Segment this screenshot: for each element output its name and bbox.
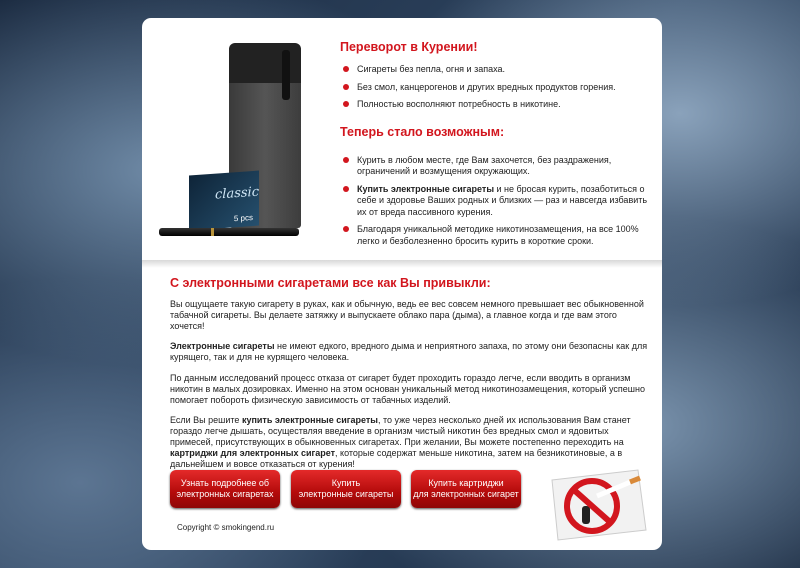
bold-text: Электронные сигареты	[170, 341, 275, 352]
button-label: Купить	[331, 478, 361, 488]
bold-text: купить электронные сигареты	[241, 415, 378, 426]
copyright: Copyright © smokingend.ru	[177, 523, 275, 532]
section1-title: Переворот в Курении!	[340, 40, 478, 54]
list-item	[340, 155, 655, 178]
text: Если Вы решите	[170, 415, 242, 426]
description-section	[170, 276, 650, 479]
paragraph: По данным исследований процесс отказа от сигарет будет проходить гораздо легче, если вводить в организм никотин в малых дозировках. Именно на этом основан уникальный метод никотинозамещения, который успешно помогает побороть физическую зависимость от табачных изделий.	[170, 372, 645, 405]
section1-list	[340, 64, 655, 111]
divider	[142, 260, 662, 268]
bold-text: картриджи для электронных сигарет	[170, 447, 336, 458]
section2-title: Теперь стало возможным:	[340, 124, 505, 139]
content-card	[142, 18, 662, 550]
paragraph	[170, 341, 650, 363]
no-smoking-icon	[542, 466, 650, 542]
text: , то уже через несколько дней их использования Вам станет гораздо легче дышать, осуществляя введение в организм чистый никотин без вредных смол и ядовитых примесей, присутствующих в обыкновенных сигаретах. При желании, Вы можете постепенно переходить на	[170, 415, 631, 447]
text: не имеют едкого, вредного дыма и неприятного запаха, по этому они безопасны как для курящего, так и для не курящего человека.	[170, 341, 648, 363]
case-lid	[229, 43, 301, 83]
list-item	[340, 224, 655, 247]
pack-label: 5 pcs	[233, 212, 253, 224]
e-cigarette	[159, 228, 299, 236]
buy-ecigarettes-button[interactable]	[291, 470, 401, 508]
buy-cartridges-button[interactable]	[411, 470, 521, 508]
list-item: Без смол, канцерогенов и других вредных продуктов горения.	[340, 82, 655, 94]
learn-more-button[interactable]	[170, 470, 280, 508]
list-item-text: Благодаря уникальной методике никотинозамещения, на все 100% легко и безболезненно бросить курить в короткие сроки.	[357, 224, 639, 246]
cartridge	[282, 50, 290, 100]
list-item-text: и не бросая курить, позаботиться о себе и здоровье Ваших родных и близких — раз и навсегда избавить их от вреда пассивного курения.	[357, 183, 648, 217]
button-label: для электронных сигарет	[413, 489, 519, 499]
paragraph: Вы ощущаете такую сигарету в руках, как и обычную, ведь ее вес совсем немного превышает вес обыкновенной табачной сигареты. Вы делаете затяжку и выпускаете облако пара (дыма), а главное когда и где вам этого хочется!	[170, 299, 644, 331]
text: , которые содержат меньше никотина, затем на безникотиновые, а в дальнейшем и вовсе отказаться от курения!	[170, 447, 623, 469]
pack-brand: classic	[215, 184, 259, 203]
paragraph	[170, 415, 650, 469]
button-label: Узнать подробнее об	[180, 478, 270, 488]
section2-list	[340, 155, 655, 248]
list-item: Полностью восполняют потребность в никотине.	[340, 99, 655, 111]
section3-title: С электронными сигаретами все как Вы привыкли:	[170, 276, 491, 290]
list-item	[340, 184, 655, 219]
cartridge-pack	[189, 171, 259, 231]
product-image	[154, 28, 324, 253]
top-section	[142, 18, 662, 262]
button-label: электронных сигаретах	[176, 489, 274, 499]
list-item: Сигареты без пепла, огня и запаха.	[340, 64, 655, 76]
button-label: Купить картриджи	[428, 478, 504, 488]
list-item-bold: Купить электронные сигареты	[357, 183, 494, 194]
button-label: электронные сигареты	[298, 489, 394, 499]
list-item-text: Курить в любом месте, где Вам захочется, без раздражения, ограничений и возмущения окружающих.	[357, 154, 612, 176]
